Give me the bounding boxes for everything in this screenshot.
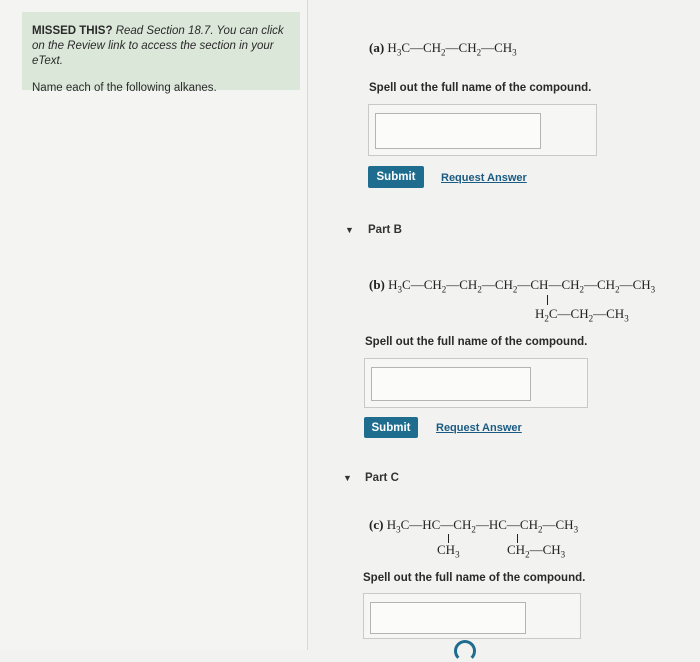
part-c-caret-icon[interactable]: ▼ <box>343 473 352 483</box>
part-b-title[interactable]: Part B <box>368 224 402 236</box>
request-answer-b-link[interactable]: Request Answer <box>436 422 522 434</box>
formula-c: (c) $H_3C—HC—CH_2—HC—CH_2—CH_3$ <box>369 517 579 535</box>
loading-spinner-icon <box>454 640 476 662</box>
answer-b-input[interactable] <box>371 367 531 401</box>
answer-a-container <box>368 104 597 156</box>
formula-b: (b) $H_3C—CH_2—CH_2—CH_2—CH—CH_2—CH_2—CH_3$ <box>369 277 656 295</box>
question-content <box>307 0 700 650</box>
answer-c-input[interactable] <box>370 602 526 634</box>
submit-b-button[interactable]: Submit <box>364 417 418 438</box>
formula-c-ethyl: $CH_2—CH_3$ <box>507 542 566 560</box>
part-b-caret-icon[interactable]: ▼ <box>345 225 354 235</box>
formula-b-label: (b) <box>369 277 385 292</box>
hint-box <box>22 12 300 94</box>
formula-c-methyl: $CH_3$ <box>437 542 460 560</box>
missed-this-label: MISSED THIS? <box>32 25 113 37</box>
formula-c-label: (c) <box>369 517 384 532</box>
instruction-text: Name each of the following alkanes. <box>32 82 217 94</box>
formula-a-label: (a) <box>369 40 385 55</box>
prompt-a: Spell out the full name of the compound. <box>369 82 592 94</box>
formula-b-branch-bond <box>547 295 548 305</box>
prompt-c: Spell out the full name of the compound. <box>363 572 586 584</box>
answer-a-input[interactable] <box>375 113 541 149</box>
hint-review-text[interactable]: Read Section 18.7. You can click on the Review link to access the section in your eText. <box>32 25 284 67</box>
submit-a-button[interactable]: Submit <box>368 166 424 188</box>
hint-text <box>32 24 290 69</box>
part-c-title[interactable]: Part C <box>365 472 399 484</box>
formula-b-branch: $H_2C—CH_2—CH_3$ <box>535 306 629 324</box>
request-answer-a-link[interactable]: Request Answer <box>441 172 527 184</box>
formula-a: (a) $H_3C—CH_2—CH_2—CH_3$ <box>369 40 517 58</box>
left-panel <box>0 0 308 650</box>
answer-b-container <box>364 358 588 408</box>
answer-c-container <box>363 593 581 639</box>
prompt-b: Spell out the full name of the compound. <box>365 336 588 348</box>
